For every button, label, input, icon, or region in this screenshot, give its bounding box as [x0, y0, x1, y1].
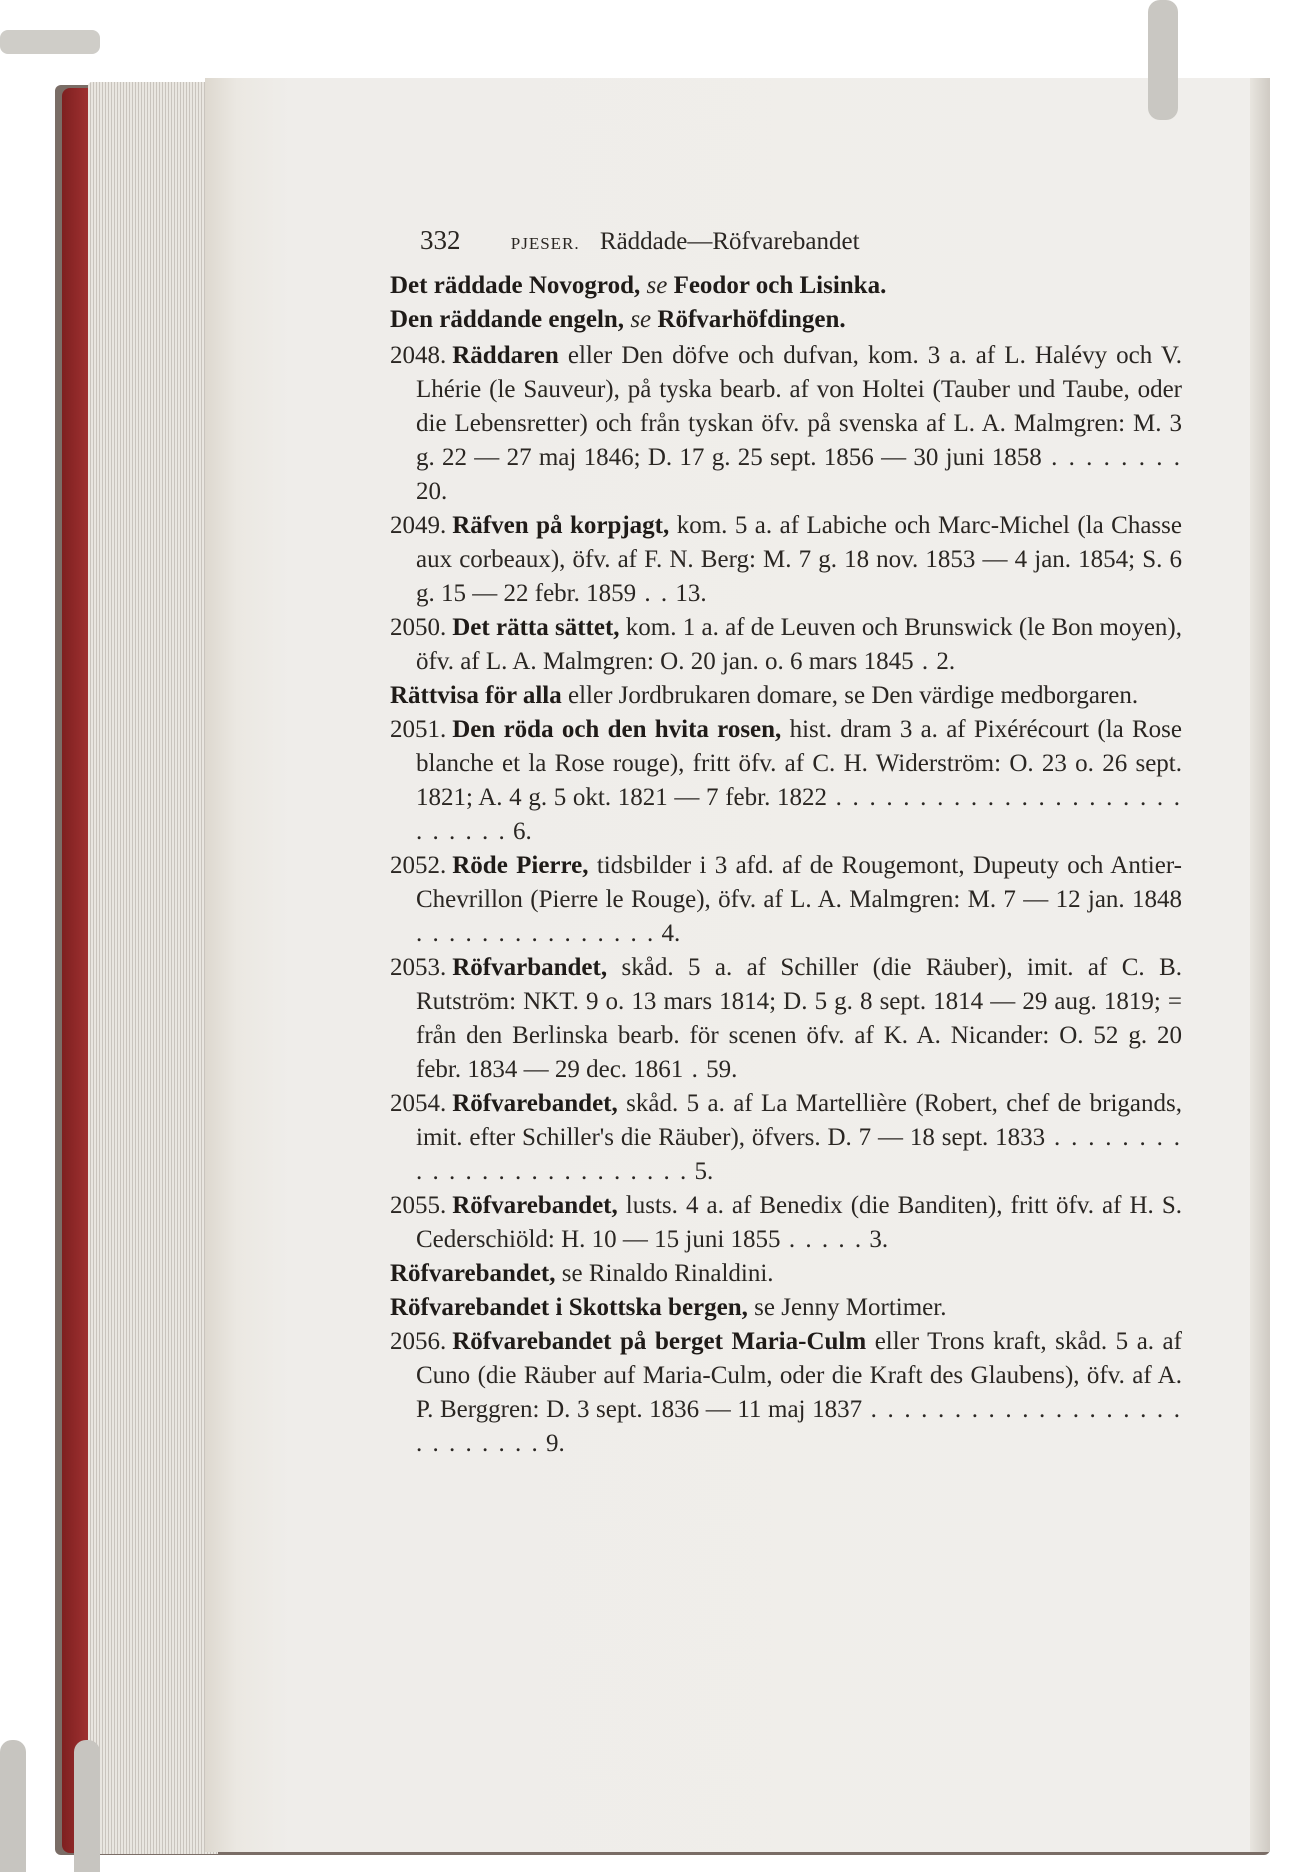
running-head: PJESER.: [510, 234, 580, 253]
dot-leader: . . . . . . . . . . . . . . . . . . . . . . . . . . .: [416, 784, 1183, 845]
dot-leader: . . . . .: [780, 1226, 864, 1253]
entry-2052: [390, 849, 1182, 951]
entry-number: 2053.: [390, 954, 447, 981]
entry-title: Det räddade Novogrod,: [390, 272, 641, 299]
entry-text: hist. dram 3 a. af Pixérécourt (la Rose blanche et la Rose rouge), fritt öfv. af C. H. Widerström: O. 23 o. 26 sept. 1821; A. 4 g. 5 okt. 1821 — 7 febr. 1822: [416, 716, 1182, 811]
page-number: 332: [420, 225, 461, 255]
entry-number: 2050.: [390, 614, 447, 641]
entry-text: lusts. 4 a. af Benedix (die Banditen), fritt öfv. af H. S. Cederschiöld: H. 10 — 15 juni 1855: [416, 1192, 1182, 1253]
entry-cross-ref: [390, 679, 1182, 713]
entry-number: 2054.: [390, 1090, 447, 1117]
entry-count: 13.: [669, 580, 707, 607]
entry-count: 5.: [688, 1158, 714, 1185]
entry-text: kom. 5 a. af Labiche och Marc-Michel (la Chasse aux corbeaux), öfv. af F. N. Berg: M. 7 g. 18 nov. 1853 — 4 jan. 1854; S. 6 g. 15 — 22 febr. 1859: [416, 512, 1182, 607]
dot-leader: . .: [636, 580, 670, 607]
entry-title: Röfvarbandet,: [452, 954, 608, 981]
entry-text: se Rinaldo Rinaldini.: [555, 1260, 774, 1287]
page-content: [390, 223, 1182, 1461]
entry-count: 3.: [863, 1226, 889, 1253]
entry-2048: [390, 339, 1182, 509]
entry-count: 20.: [416, 478, 448, 505]
entry-title: Det rätta sättet,: [452, 614, 620, 641]
see-ref: se: [630, 306, 652, 333]
page-header: [390, 223, 1182, 263]
entry-title: Röfvarebandet i Skottska bergen,: [390, 1294, 748, 1321]
entry-title: Den röda och den hvita rosen,: [452, 716, 782, 743]
entry-count: 2.: [930, 648, 956, 675]
entry-title: Röfvarebandet på berget Maria-Culm: [452, 1328, 867, 1355]
see-ref: se: [646, 272, 668, 299]
entry-title: Räfven på korpjagt,: [452, 512, 670, 539]
entry-title: Röfvarebandet,: [452, 1192, 618, 1219]
entry-number: 2048.: [390, 342, 447, 369]
entry-2049: [390, 509, 1182, 611]
entry-count: 4.: [655, 920, 681, 947]
entry-cross-ref: [390, 269, 1182, 303]
header-title: Räddade—Röfvarebandet: [599, 228, 860, 255]
entry-title: Röfvarebandet,: [390, 1260, 556, 1287]
dot-leader: .: [683, 1056, 700, 1083]
entry-2050: [390, 611, 1182, 679]
entry-title: Röfvarebandet,: [452, 1090, 618, 1117]
entry-2053: [390, 951, 1182, 1087]
entry-text: kom. 1 a. af de Leuven och Brunswick (le Bon moyen), öfv. af L. A. Malmgren: O. 20 jan. o. 6 mars 1845: [416, 614, 1182, 675]
entry-title: Räddaren: [452, 342, 559, 369]
entry-number: 2055.: [390, 1192, 447, 1219]
page-right-edge: [1250, 78, 1270, 1852]
entry-cross-ref: [390, 1291, 1182, 1325]
entry-number: 2051.: [390, 716, 447, 743]
entry-cross-ref: [390, 303, 1182, 337]
entry-title: Rättvisa för alla: [390, 682, 562, 709]
entry-ref-target: Feodor och Lisinka.: [667, 272, 887, 299]
dot-leader: . . . . . . . . . . . . . . . . . . . . . . . . .: [416, 1124, 1182, 1185]
entry-2056: [390, 1325, 1182, 1461]
dot-leader: . . . . . . . .: [1041, 444, 1183, 471]
entry-number: 2049.: [390, 512, 447, 539]
entry-2055: [390, 1189, 1182, 1257]
entry-title: Den räddande engeln,: [390, 306, 625, 333]
entry-ref-target: Röfvarhöfdingen.: [651, 306, 846, 333]
entry-count: 59.: [699, 1056, 738, 1083]
dot-leader: .: [913, 648, 931, 675]
entry-text: skåd. 5 a. af Schiller (die Räuber), imit. af C. B. Rutström: NKT. 9 o. 13 mars 1814; D. 5 g. 8 sept. 1814 — 29 aug. 1819; = från den Berlinska bearb. för scenen öfv. af K. A. Nicander: O. 52 g. 20 febr. 1834 — 29 dec. 1861: [416, 954, 1182, 1083]
entry-count: 9.: [539, 1430, 565, 1457]
entry-number: 2056.: [390, 1328, 447, 1355]
entry-text: tidsbilder i 3 afd. af de Rougemont, Dupeuty och Antier-Chevrillon (Pierre le Rouge), öfv. af L. A. Malmgren: M. 7 — 12 jan. 1848: [416, 852, 1182, 913]
entry-text: skåd. 5 a. af La Martellière (Robert, chef de brigands, imit. efter Schiller's die Räuber), öfvers. D. 7 — 18 sept. 1833: [416, 1090, 1182, 1151]
bookmark-ribbon-top: [1148, 0, 1178, 120]
entry-text: eller Jordbrukaren domare, se Den värdige medborgaren.: [561, 682, 1139, 709]
entry-cross-ref: [390, 1257, 1182, 1291]
entry-title: Röde Pierre,: [452, 852, 589, 879]
entry-text: eller Trons kraft, skåd. 5 a. af Cuno (die Räuber auf Maria-Culm, oder die Kraft des Glaubens), öfv. af A. P. Berggren: D. 3 sept. 1836 — 11 maj 1837: [416, 1328, 1182, 1423]
entry-number: 2052.: [390, 852, 447, 879]
page-edges: [88, 82, 218, 1854]
entry-2054: [390, 1087, 1182, 1189]
dot-leader: . . . . . . . . . . . . . . .: [416, 920, 656, 947]
dot-leader: . . . . . . . . . . . . . . . . . . . . . . . . . . .: [416, 1396, 1183, 1457]
entry-text: se Jenny Mortimer.: [747, 1294, 947, 1321]
entry-count: 6.: [506, 818, 532, 845]
entry-2051: [390, 713, 1182, 849]
entry-text: eller Den döfve och dufvan, kom. 3 a. af L. Halévy och V. Lhérie (le Sauveur), på tyska bearb. af von Holtei (Tauber und Taube, oder die Lebensretter) och från tyskan öfv. på svenska af L. A. Malmgren: M. 3 g. 22 — 27 maj 1846; D. 17 g. 25 sept. 1856 — 30 juni 1858: [416, 342, 1182, 471]
